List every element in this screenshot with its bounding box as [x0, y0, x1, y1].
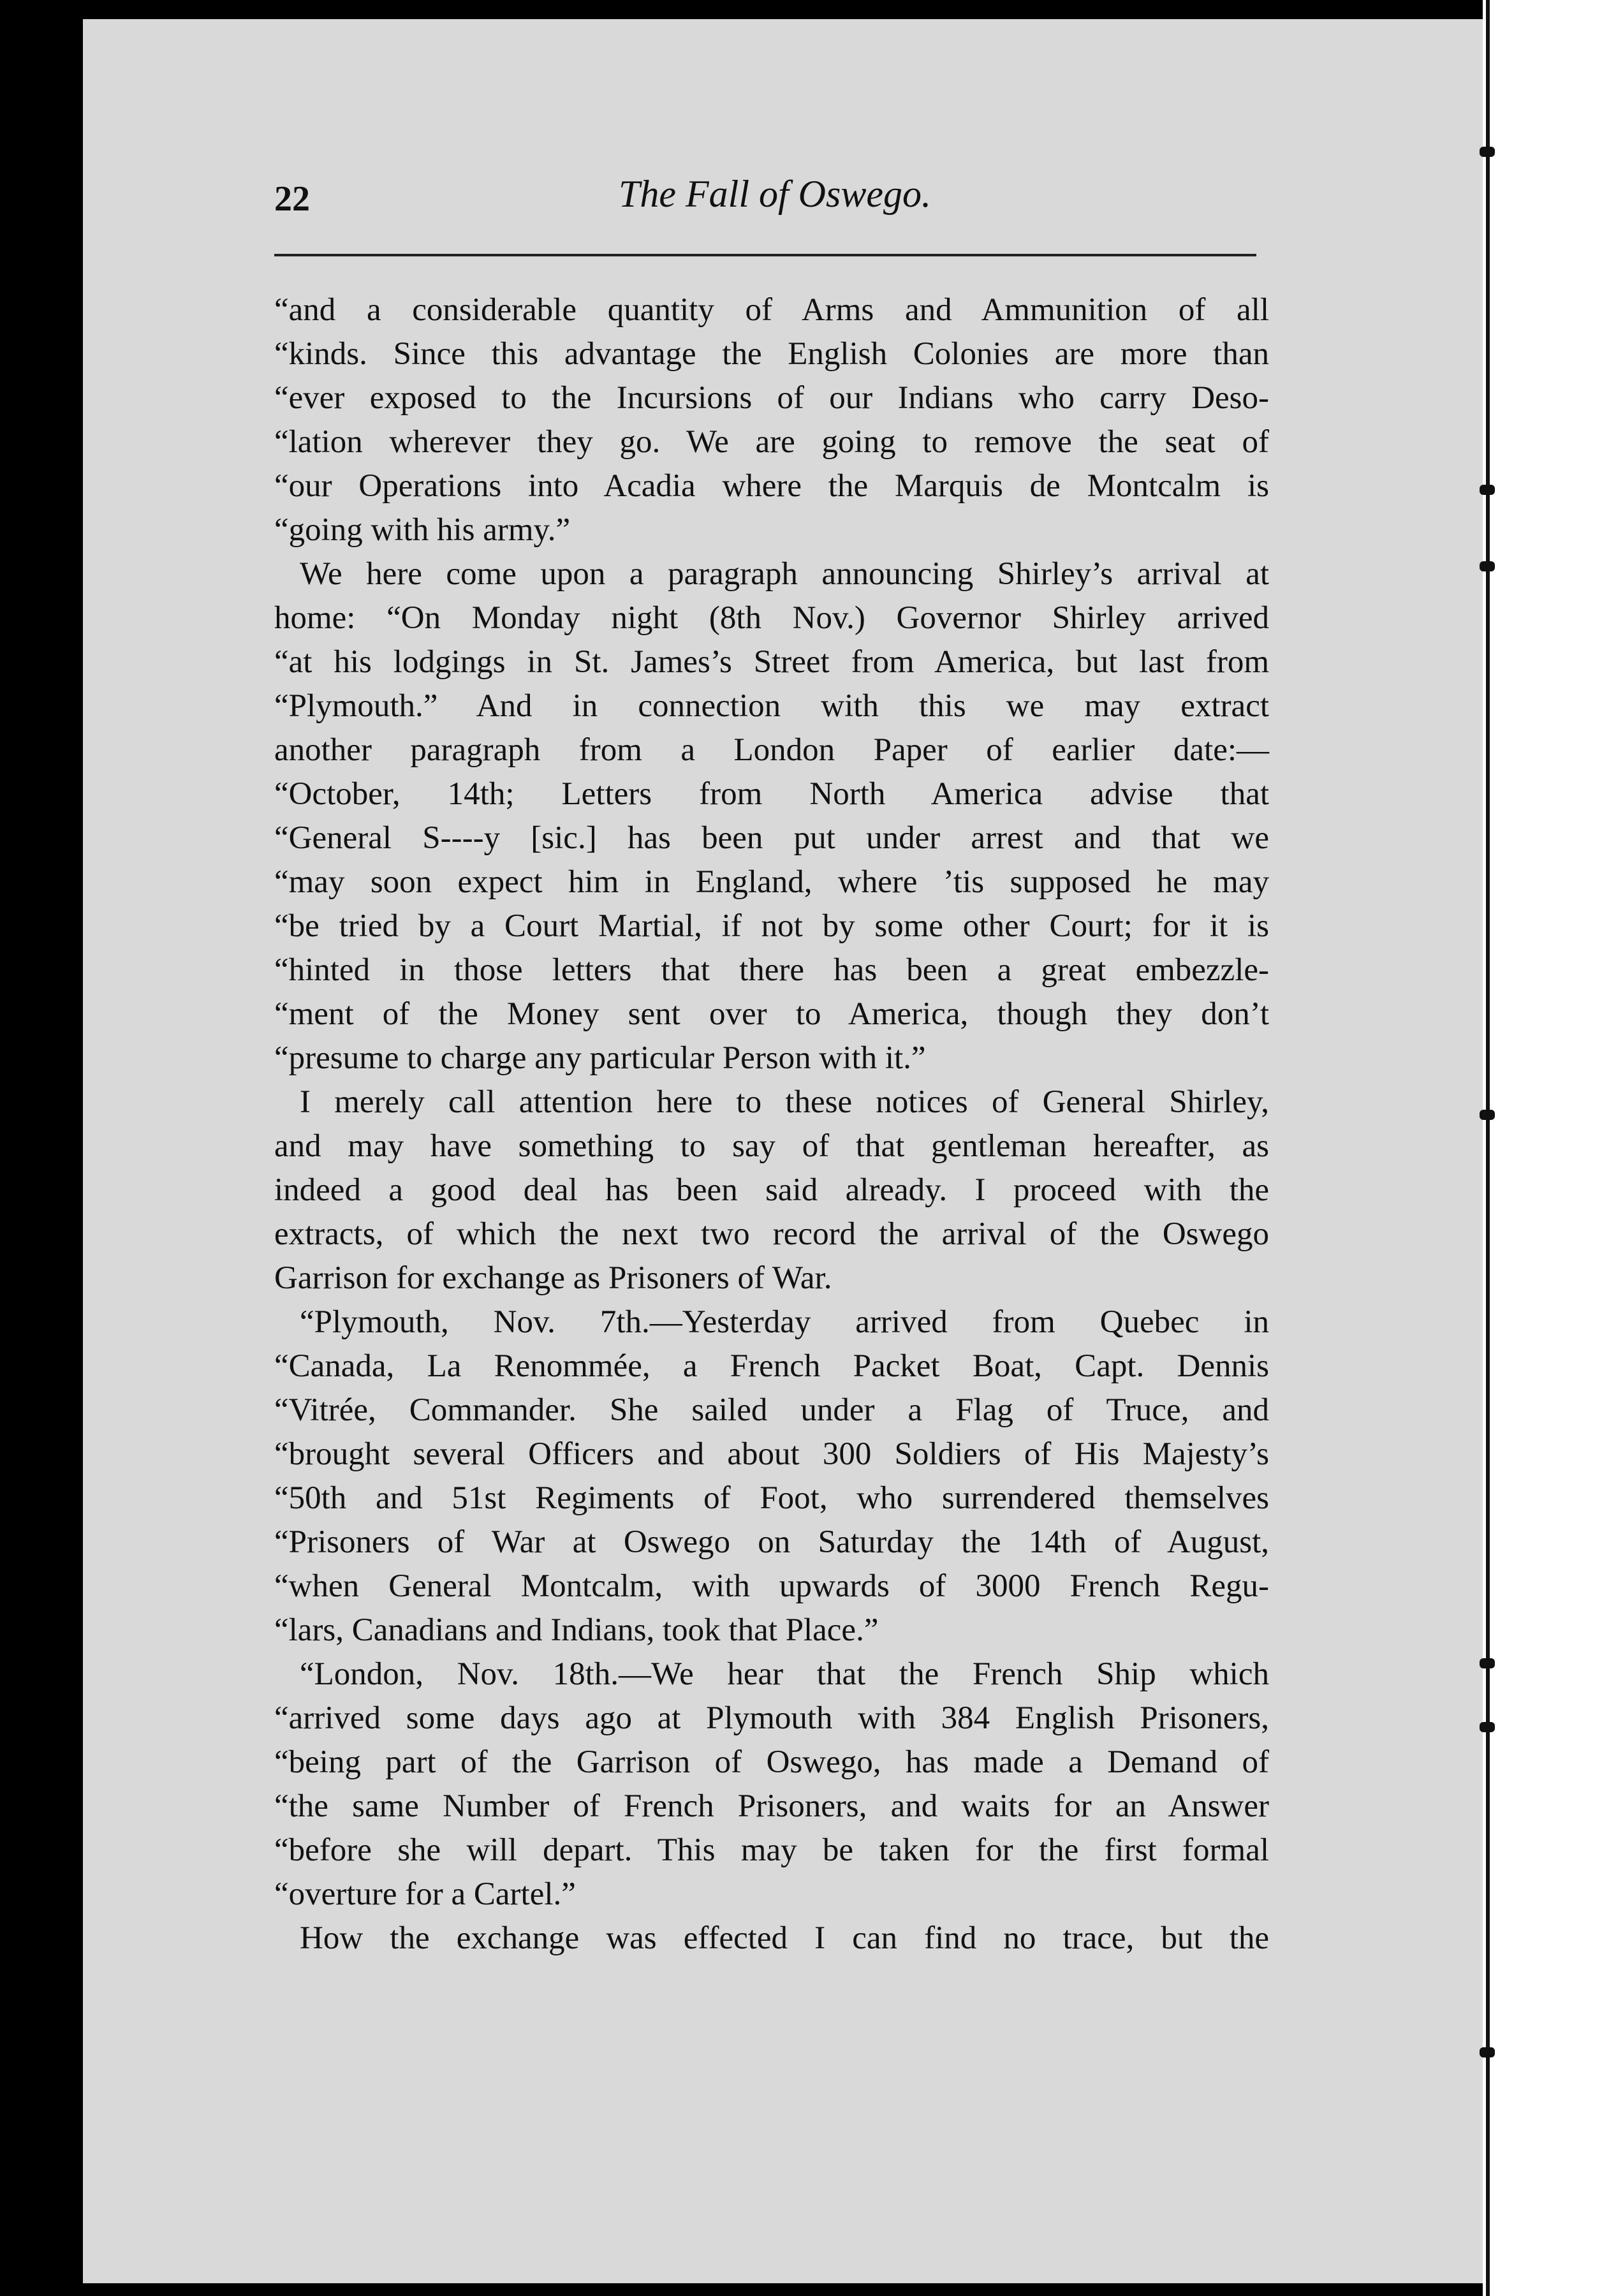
body-text [274, 288, 1269, 1961]
text-line: “ment of the Money sent over to America, though they don’t [274, 996, 1269, 1032]
header-rule [274, 254, 1256, 256]
book-title: The Fall of Oswego. [619, 173, 931, 215]
text-line: “kinds. Since this advantage the English Colonies are more than [274, 336, 1269, 372]
text-line: “Plymouth.” And in connection with this we may extract [274, 688, 1269, 724]
text-line: “brought several Officers and about 300 Soldiers of His Majesty’s [274, 1436, 1269, 1472]
text-line: “October, 14th; Letters from North America advise that [274, 776, 1269, 812]
text-line: I merely call attention here to these notices of General Shirley, [300, 1084, 1269, 1120]
text-line: “before she will depart. This may be taken for the first formal [274, 1832, 1269, 1868]
text-line: “Vitrée, Commander. She sailed under a Flag of Truce, and [274, 1392, 1269, 1428]
binding-line [1486, 0, 1490, 2296]
text-line: Garrison for exchange as Prisoners of War. [274, 1260, 832, 1296]
text-line: “at his lodgings in St. James’s Street from America, but last from [274, 644, 1269, 680]
text-line: “London, Nov. 18th.—We hear that the French Ship which [300, 1656, 1269, 1692]
page-number: 22 [274, 179, 310, 219]
text-line: “Canada, La Renommée, a French Packet Boat, Capt. Dennis [274, 1348, 1269, 1384]
binding-mark [1480, 1658, 1495, 1668]
binding-mark [1480, 2047, 1495, 2057]
text-line: “the same Number of French Prisoners, and waits for an Answer [274, 1788, 1269, 1824]
binding-mark [1480, 485, 1495, 495]
text-line: “be tried by a Court Martial, if not by some other Court; for it is [274, 908, 1269, 944]
text-line: another paragraph from a London Paper of earlier date:— [274, 732, 1269, 768]
text-line: “50th and 51st Regiments of Foot, who surrendered themselves [274, 1480, 1269, 1516]
text-line: “lars, Canadians and Indians, took that Place.” [274, 1612, 879, 1648]
text-line: “ever exposed to the Incursions of our Indians who carry Deso- [274, 380, 1269, 416]
text-line: “Prisoners of War at Oswego on Saturday the 14th of August, [274, 1524, 1269, 1560]
text-line: “Plymouth, Nov. 7th.—Yesterday arrived from Quebec in [300, 1304, 1269, 1340]
binding-margin [1483, 0, 1602, 2296]
text-line: “General S----y [sic.] has been put under arrest and that we [274, 820, 1269, 856]
running-head [274, 166, 1263, 242]
text-line: home: “On Monday night (8th Nov.) Governor Shirley arrived [274, 600, 1269, 636]
text-line: “our Operations into Acadia where the Marquis de Montcalm is [274, 468, 1269, 504]
text-line: extracts, of which the next two record the arrival of the Oswego [274, 1216, 1269, 1252]
text-line: “lation wherever they go. We are going to remove the seat of [274, 424, 1269, 460]
text-line: “may soon expect him in England, where ’tis supposed he may [274, 864, 1269, 900]
text-line: “being part of the Garrison of Oswego, has made a Demand of [274, 1744, 1269, 1780]
text-line: “arrived some days ago at Plymouth with 384 English Prisoners, [274, 1700, 1269, 1736]
binding-mark [1480, 147, 1495, 157]
text-line: “going with his army.” [274, 512, 571, 548]
text-line: We here come upon a paragraph announcing Shirley’s arrival at [300, 556, 1269, 592]
binding-mark [1480, 1110, 1495, 1120]
text-line: indeed a good deal has been said already. I proceed with the [274, 1172, 1269, 1208]
text-line: and may have something to say of that gentleman hereafter, as [274, 1128, 1269, 1164]
text-line: “when General Montcalm, with upwards of 3000 French Regu- [274, 1568, 1269, 1604]
text-line: “overture for a Cartel.” [274, 1876, 576, 1912]
text-line: How the exchange was effected I can find no trace, but the [300, 1920, 1269, 1956]
text-line: “hinted in those letters that there has been a great embezzle- [274, 952, 1269, 988]
binding-mark [1480, 1722, 1495, 1732]
text-line: “presume to charge any particular Person with it.” [274, 1040, 926, 1076]
text-line: “and a considerable quantity of Arms and Ammunition of all [274, 292, 1269, 328]
binding-mark [1480, 561, 1495, 571]
